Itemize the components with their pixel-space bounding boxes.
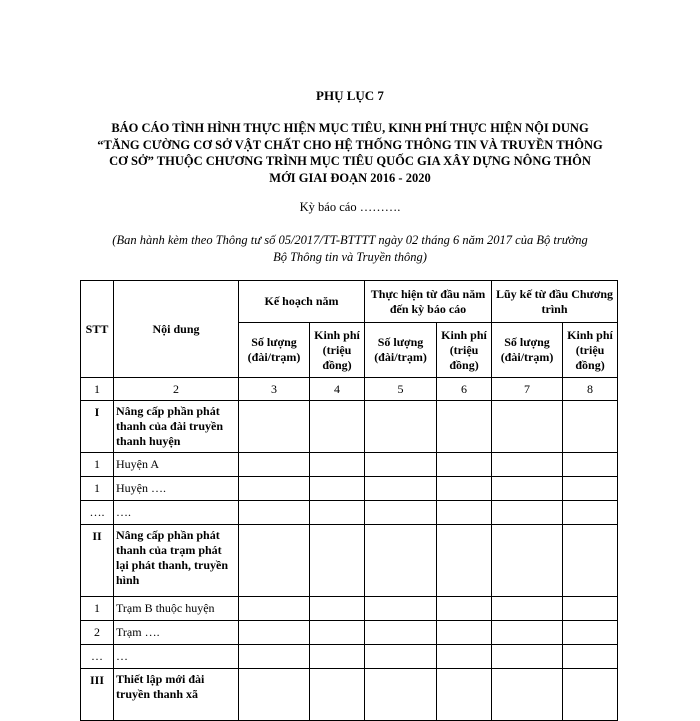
empty-cell <box>310 621 365 645</box>
empty-cell <box>310 401 365 453</box>
report-title <box>80 120 620 186</box>
title-line: MỚI GIAI ĐOẠN 2016 - 2020 <box>269 170 431 185</box>
empty-cell <box>492 477 563 501</box>
empty-cell <box>563 669 618 721</box>
empty-cell <box>492 597 563 621</box>
empty-cell <box>365 621 437 645</box>
row-stt: … <box>81 645 114 669</box>
row-stt: I <box>81 401 114 453</box>
empty-cell <box>239 401 310 453</box>
empty-cell <box>437 453 492 477</box>
empty-cell <box>239 669 310 721</box>
header-cumulative: Lũy kế từ đầu Chương trình <box>492 281 618 323</box>
empty-cell <box>239 501 310 525</box>
header-stt: STT <box>81 281 114 378</box>
column-number: 1 <box>81 378 114 401</box>
row-content: Nâng cấp phần phát thanh của trạm phát lại phát thanh, truyền hình <box>114 525 239 597</box>
title-line: BÁO CÁO TÌNH HÌNH THỰC HIỆN MỤC TIÊU, KINH PHÍ THỰC HIỆN NỘI DUNG <box>111 121 589 135</box>
row-content: Thiết lập mới đài truyền thanh xã <box>114 669 239 721</box>
empty-cell <box>563 621 618 645</box>
empty-cell <box>492 621 563 645</box>
empty-cell <box>310 501 365 525</box>
row-stt: 1 <box>81 453 114 477</box>
column-number: 4 <box>310 378 365 401</box>
table-row <box>81 401 618 453</box>
table-row <box>81 453 618 477</box>
empty-cell <box>437 501 492 525</box>
row-content: … <box>114 645 239 669</box>
empty-cell <box>365 501 437 525</box>
empty-cell <box>365 645 437 669</box>
column-number: 7 <box>492 378 563 401</box>
empty-cell <box>310 597 365 621</box>
empty-cell <box>239 597 310 621</box>
empty-cell <box>563 453 618 477</box>
table-row <box>81 501 618 525</box>
header-cost: Kinh phí (triệu đồng) <box>310 323 365 378</box>
row-content: Huyện A <box>114 453 239 477</box>
table-row <box>81 621 618 645</box>
row-stt: 2 <box>81 621 114 645</box>
row-content: Trạm B thuộc huyện <box>114 597 239 621</box>
header-content: Nội dung <box>114 281 239 378</box>
row-stt: III <box>81 669 114 721</box>
header-quantity: Số lượng (đài/trạm) <box>492 323 563 378</box>
empty-cell <box>492 525 563 597</box>
empty-cell <box>365 401 437 453</box>
row-stt: …. <box>81 501 114 525</box>
empty-cell <box>437 621 492 645</box>
empty-cell <box>492 501 563 525</box>
empty-cell <box>563 401 618 453</box>
empty-cell <box>492 453 563 477</box>
header-actual: Thực hiện từ đầu năm đến kỳ báo cáo <box>365 281 492 323</box>
appendix-label: PHỤ LỤC 7 <box>316 88 384 103</box>
empty-cell <box>239 525 310 597</box>
empty-cell <box>437 477 492 501</box>
issued-line: (Ban hành kèm theo Thông tư số 05/2017/TT-BTTTT ngày 02 tháng 6 năm 2017 của Bộ trưởng <box>112 233 588 247</box>
empty-cell <box>437 645 492 669</box>
empty-cell <box>310 453 365 477</box>
empty-cell <box>492 401 563 453</box>
empty-cell <box>563 501 618 525</box>
empty-cell <box>365 477 437 501</box>
row-content: …. <box>114 501 239 525</box>
row-stt: II <box>81 525 114 597</box>
empty-cell <box>310 477 365 501</box>
row-content: Huyện …. <box>114 477 239 501</box>
column-number: 5 <box>365 378 437 401</box>
empty-cell <box>563 477 618 501</box>
empty-cell <box>310 669 365 721</box>
table-row <box>81 597 618 621</box>
table-row <box>81 525 618 597</box>
header-quantity: Số lượng (đài/trạm) <box>239 323 310 378</box>
header-quantity: Số lượng (đài/trạm) <box>365 323 437 378</box>
empty-cell <box>239 645 310 669</box>
header-plan: Kế hoạch năm <box>239 281 365 323</box>
column-number: 3 <box>239 378 310 401</box>
empty-cell <box>365 669 437 721</box>
empty-cell <box>239 477 310 501</box>
header-cost: Kinh phí (triệu đồng) <box>563 323 618 378</box>
issued-line: Bộ Thông tin và Truyền thông) <box>273 250 427 264</box>
column-number: 2 <box>114 378 239 401</box>
empty-cell <box>492 645 563 669</box>
empty-cell <box>437 401 492 453</box>
title-line: “TĂNG CƯỜNG CƠ SỞ VẬT CHẤT CHO HỆ THỐNG THÔNG TIN VÀ TRUYỀN THÔNG <box>97 137 603 152</box>
row-content: Trạm …. <box>114 621 239 645</box>
empty-cell <box>437 525 492 597</box>
empty-cell <box>365 597 437 621</box>
empty-cell <box>239 453 310 477</box>
empty-cell <box>310 525 365 597</box>
issued-note <box>60 232 640 266</box>
empty-cell <box>563 645 618 669</box>
row-content: Nâng cấp phần phát thanh của đài truyền thanh huyện <box>114 401 239 453</box>
table-row <box>81 669 618 721</box>
header-cost: Kinh phí (triệu đồng) <box>437 323 492 378</box>
empty-cell <box>437 597 492 621</box>
empty-cell <box>563 597 618 621</box>
title-line: CƠ SỞ” THUỘC CHƯƠNG TRÌNH MỤC TIÊU QUỐC GIA XÂY DỰNG NÔNG THÔN <box>109 154 591 168</box>
column-number-row <box>81 378 618 401</box>
report-table <box>80 280 618 721</box>
column-number: 8 <box>563 378 618 401</box>
row-stt: 1 <box>81 597 114 621</box>
empty-cell <box>437 669 492 721</box>
empty-cell <box>365 453 437 477</box>
report-period: Kỳ báo cáo ………. <box>299 200 401 214</box>
empty-cell <box>365 525 437 597</box>
column-number: 6 <box>437 378 492 401</box>
table-row <box>81 477 618 501</box>
row-stt: 1 <box>81 477 114 501</box>
empty-cell <box>563 525 618 597</box>
table-row <box>81 645 618 669</box>
empty-cell <box>310 645 365 669</box>
empty-cell <box>492 669 563 721</box>
empty-cell <box>239 621 310 645</box>
